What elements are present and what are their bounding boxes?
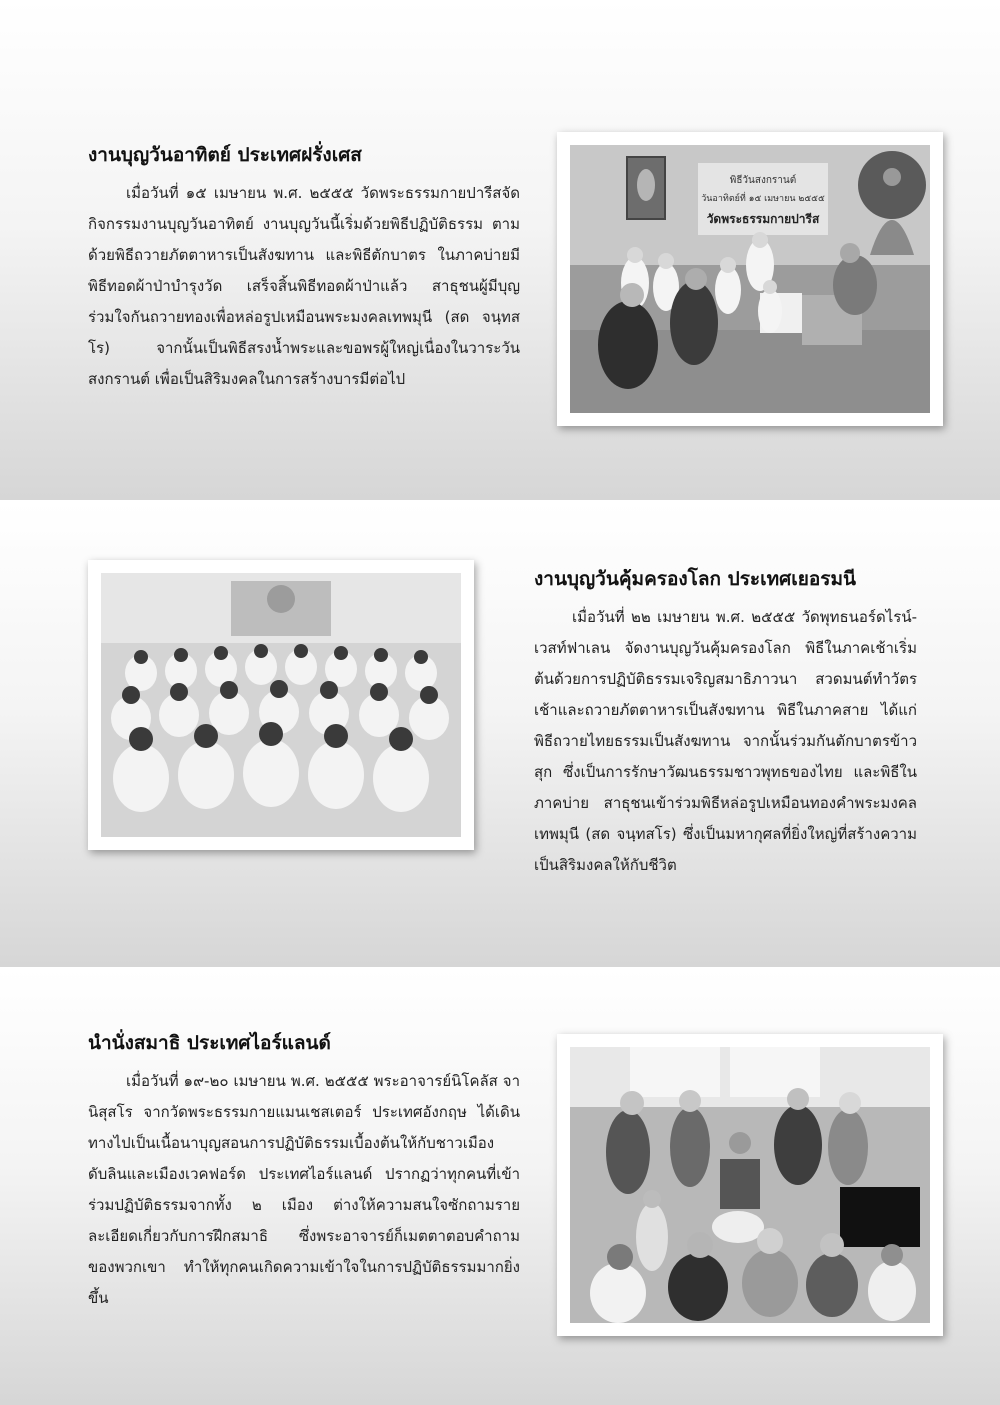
photo-france-ceremony: [557, 132, 943, 426]
banner-line-1: พิธีวันสงกรานต์: [729, 175, 797, 186]
article-body: เมื่อวันที่ ๒๒ เมษายน พ.ศ. ๒๕๕๕ วัดพุทธนอร์ดไรน์-เวสท์ฟาเลน จัดงานบุญวันคุ้มครองโลก พิธีในภาคเช้าเริ่มต้นด้วยการปฏิบัติธรรมเจริญสมาธิภาวนา สวดมนต์ทำวัตรเช้าและถวายภัตตาหารเป็นสังฆทาน พิธีในภาคสาย ได้แก่พิธีถวายไทยธรรมเป็นสังฆทาน จากนั้นร่วมกันตักบาตรข้าวสุก ซึ่งเป็นการรักษาวัฒนธรรมชาวพุทธของไทย และพิธีในภาคบ่าย สาธุชนเข้าร่วมพิธีหล่อรูปเหมือนทองคำพระมงคลเทพมุนี (สด จนฺทสโร) ซึ่งเป็นมหากุศลที่ยิ่งใหญ่ที่สร้างความเป็นสิริมงคลให้กับชีวิต: [534, 608, 917, 874]
photo-image: [570, 145, 930, 413]
article-ireland: [88, 1030, 520, 1314]
article-germany: [534, 566, 917, 881]
photo-germany-group: [88, 560, 474, 850]
banner-line-3: วัดพระธรรมกายปารีส: [706, 212, 820, 226]
article-heading: งานบุญวันคุ้มครองโลก ประเทศเยอรมนี: [534, 568, 856, 590]
article-body: เมื่อวันที่ ๑๕ เมษายน พ.ศ. ๒๕๕๕ วัดพระธรรมกายปารีสจัดกิจกรรมงานบุญวันอาทิตย์ งานบุญวันนี้เริ่มด้วยพิธีปฏิบัติธรรม ตามด้วยพิธีถวายภัตตาหารเป็นสังฆทาน และพิธีตักบาตร ในภาคบ่ายมีพิธีทอดผ้าป่าบำรุงวัด เสร็จสิ้นพิธีทอดผ้าป่าแล้ว สาธุชนผู้มีบุญร่วมใจกันถวายทองเพื่อหล่อรูปเหมือนพระมงคลเทพมุนี (สด จนฺทสโร) จากนั้นเป็นพิธีสรงน้ำพระและขอพรผู้ใหญ่เนื่องในวาระวันสงกรานต์ เพื่อเป็นสิริมงคลในการสร้างบารมีต่อไป: [88, 184, 520, 388]
article-heading: งานบุญวันอาทิตย์ ประเทศฝรั่งเศส: [88, 144, 362, 166]
photo-image: [101, 573, 461, 837]
article-heading: นำนั่งสมาธิ ประเทศไอร์แลนด์: [88, 1032, 331, 1054]
article-france: [88, 142, 520, 395]
article-body: เมื่อวันที่ ๑๙-๒๐ เมษายน พ.ศ. ๒๕๕๕ พระอาจารย์นิโคลัส จานิสุสโร จากวัดพระธรรมกายแมนเชสเตอร์ ประเทศอังกฤษ ได้เดินทางไปเป็นเนื้อนาบุญสอนการปฏิบัติธรรมเบื้องต้นให้กับชาวเมืองดับลินและเมืองเวคฟอร์ด ประเทศไอร์แลนด์ ปรากฏว่าทุกคนที่เข้าร่วมปฏิบัติธรรมจากทั้ง ๒ เมือง ต่างให้ความสนใจซักถามรายละเอียดเกี่ยวกับการฝึกสมาธิ ซึ่งพระอาจารย์ก็เมตตาตอบคำถามของพวกเขา ทำให้ทุกคนเกิดความเข้าใจในการปฏิบัติธรรมมากยิ่งขึ้น: [88, 1072, 520, 1307]
photo-image: [570, 1047, 930, 1323]
banner-line-2: วันอาทิตย์ที่ ๑๕ เมษายน ๒๕๕๕: [701, 194, 825, 204]
photo-ireland-meditation: [557, 1034, 943, 1336]
